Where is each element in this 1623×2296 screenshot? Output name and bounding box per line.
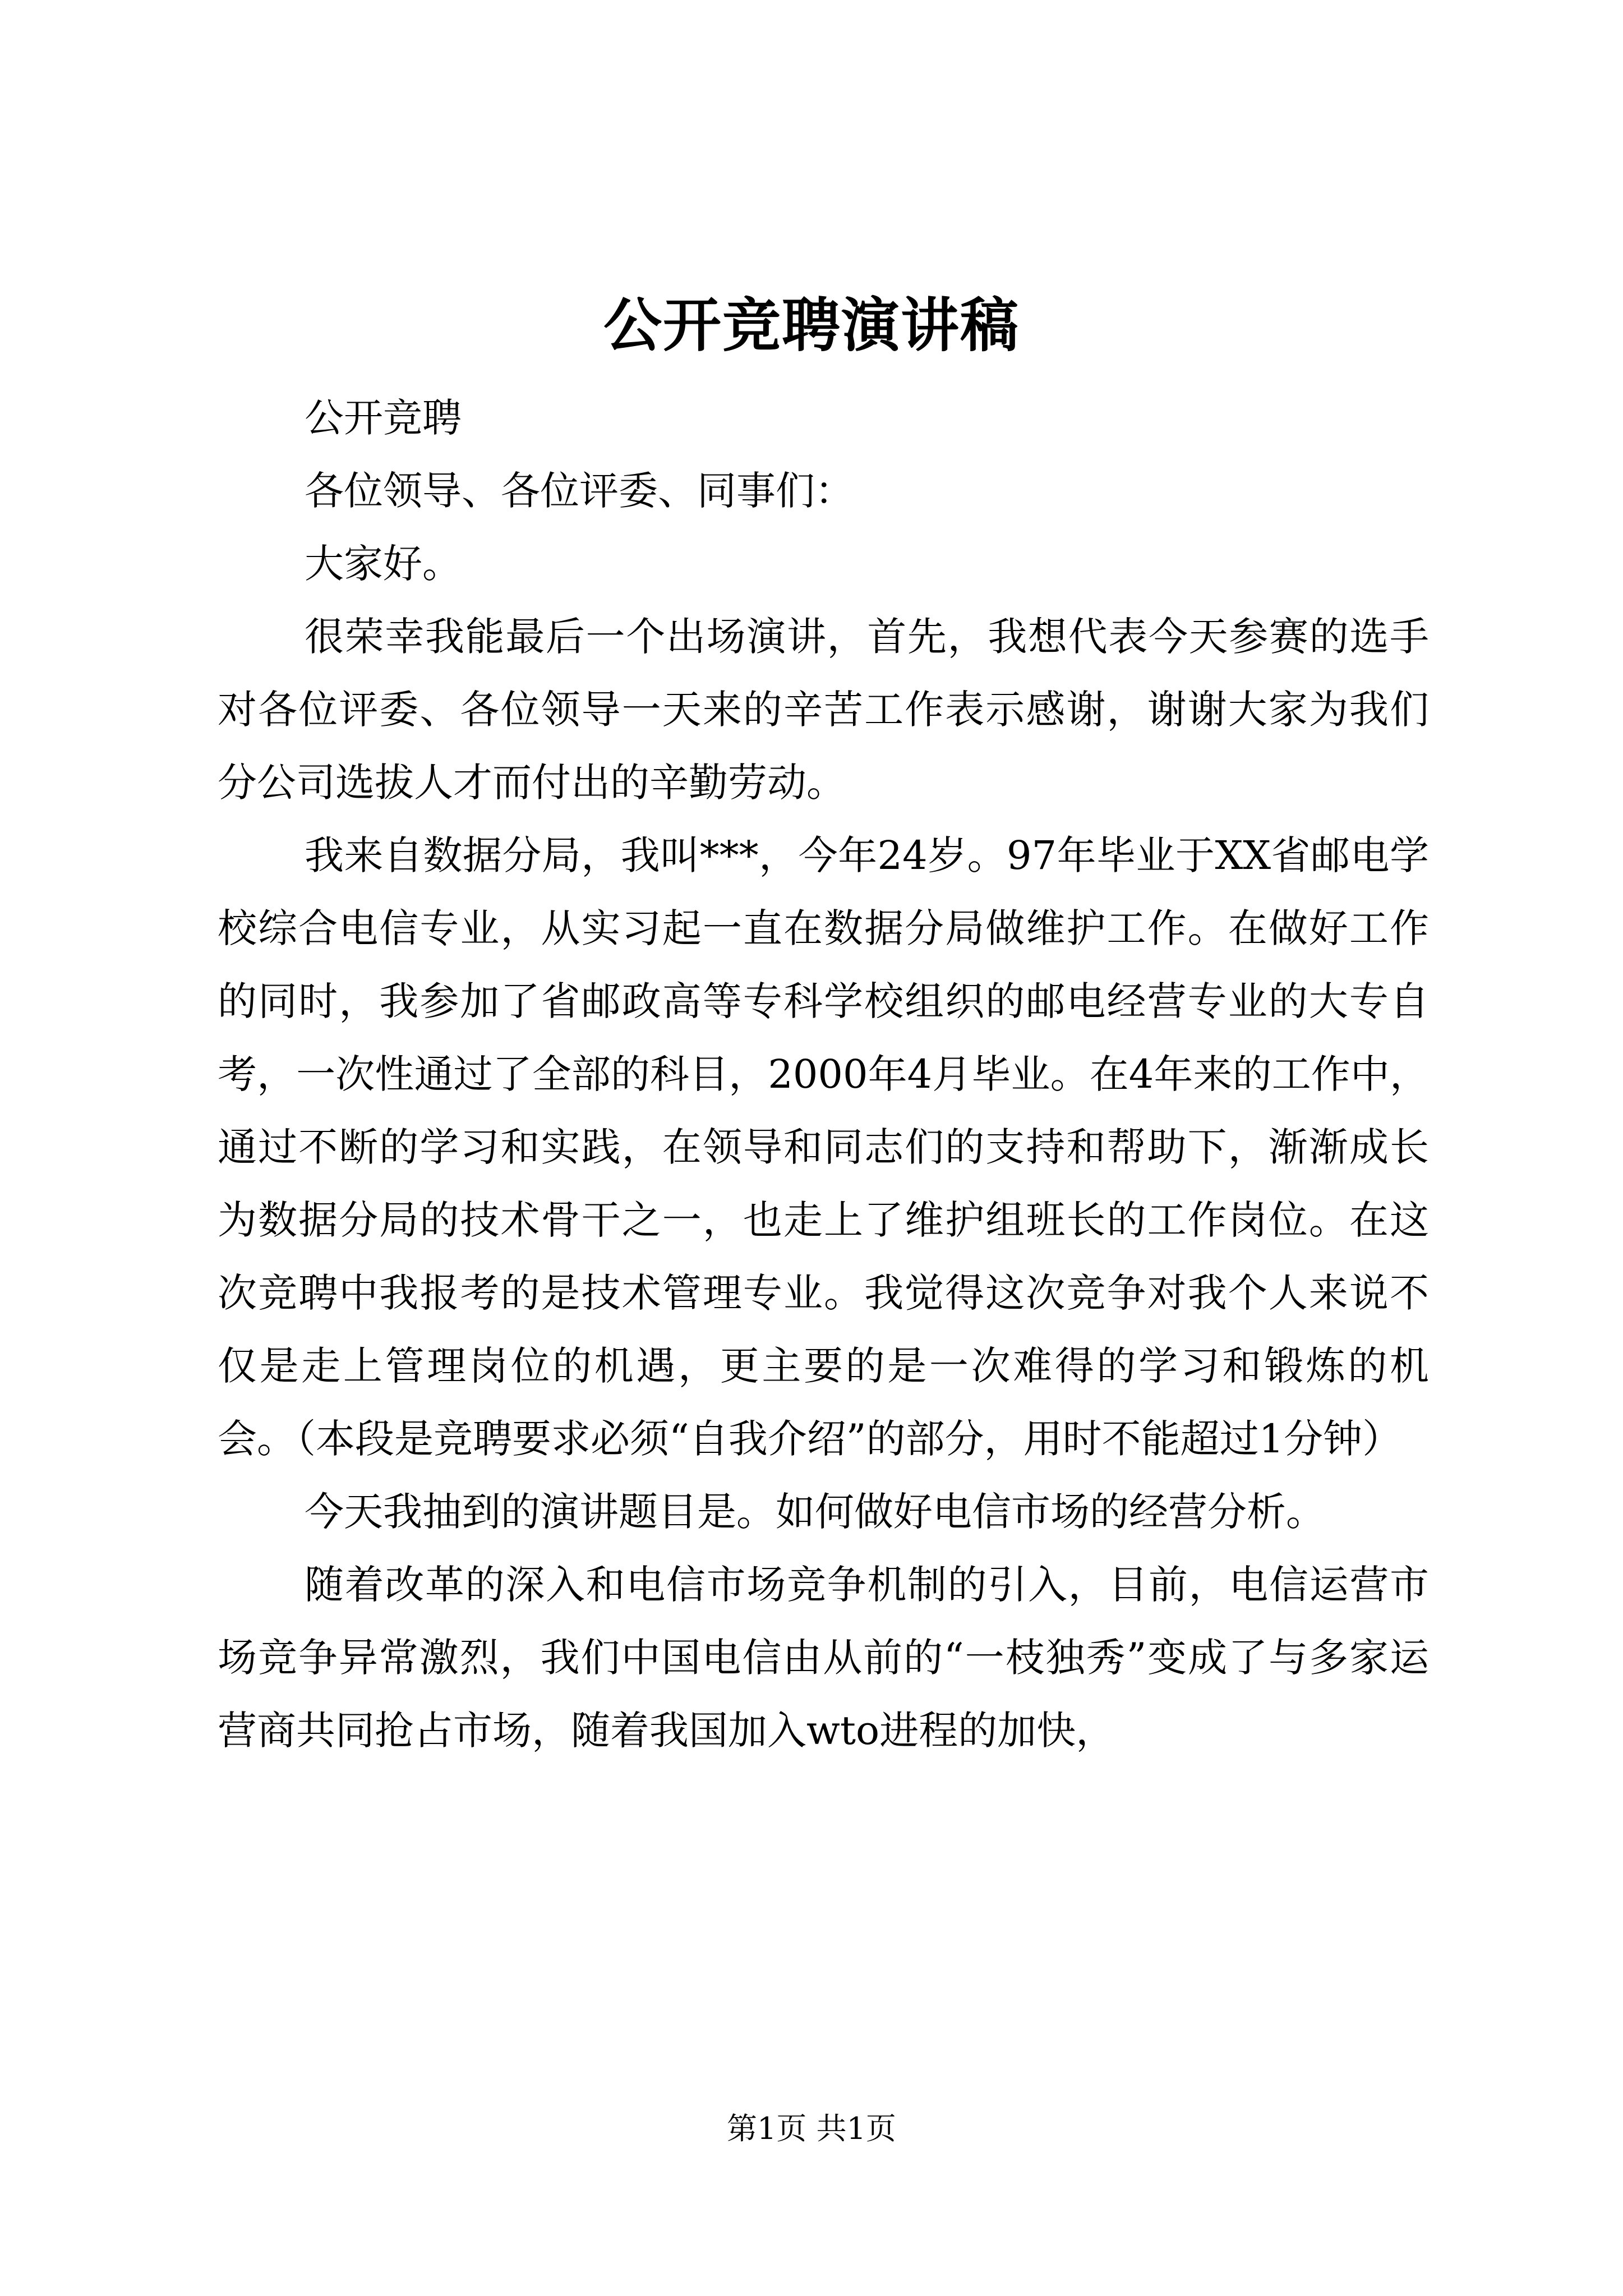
paragraph-thanks: 很荣幸我能最后一个出场演讲，首先，我想代表今天参赛的选手对各位评委、各位领导一天来的辛苦工作表示感谢，谢谢大家为我们分公司选拔人才而付出的辛勤劳动。 xyxy=(218,614,1429,806)
paragraph-heading: 公开竞聘 xyxy=(305,395,462,441)
document-body xyxy=(218,381,1429,1767)
paragraph-market: 随着改革的深入和电信市场竞争机制的引入，目前，电信运营市场竞争异常激烈，我们中国电信由从前的“一枝独秀”变成了与多家运营商共同抢占市场，随着我国加入wto进程的加快， xyxy=(218,1562,1429,1754)
page-footer: 第1页 共1页 xyxy=(727,2111,896,2146)
paragraph-salutation: 各位领导、各位评委、同事们： xyxy=(305,468,854,514)
paragraph-topic: 今天我抽到的演讲题目是。如何做好电信市场的经营分析。 xyxy=(305,1489,1325,1535)
paragraph-self-introduction: 我来自数据分局，我叫***，今年24岁。97年毕业于XX省邮电学校综合电信专业，从实习起一直在数据分局做维护工作。在做好工作的同时，我参加了省邮政高等专科学校组织的邮电经营专业的大专自考，一次性通过了全部的科目，2000年4月毕业。在4年来的工作中，通过不断的学习和实践，在领导和同志们的支持和帮助下，渐渐成长为数据分局的技术骨干之一，也走上了维护组班长的工作岗位。在这次竞聘中我报考的是技术管理专业。我觉得这次竞争对我个人来说不仅是走上管理岗位的机遇，更主要的是一次难得的学习和锻炼的机会。（本段是竞聘要求必须“自我介绍”的部分，用时不能超过1分钟） xyxy=(218,832,1429,1462)
paragraph-greeting: 大家好。 xyxy=(305,541,462,587)
document-title: 公开竞聘演讲稿 xyxy=(603,291,1020,360)
